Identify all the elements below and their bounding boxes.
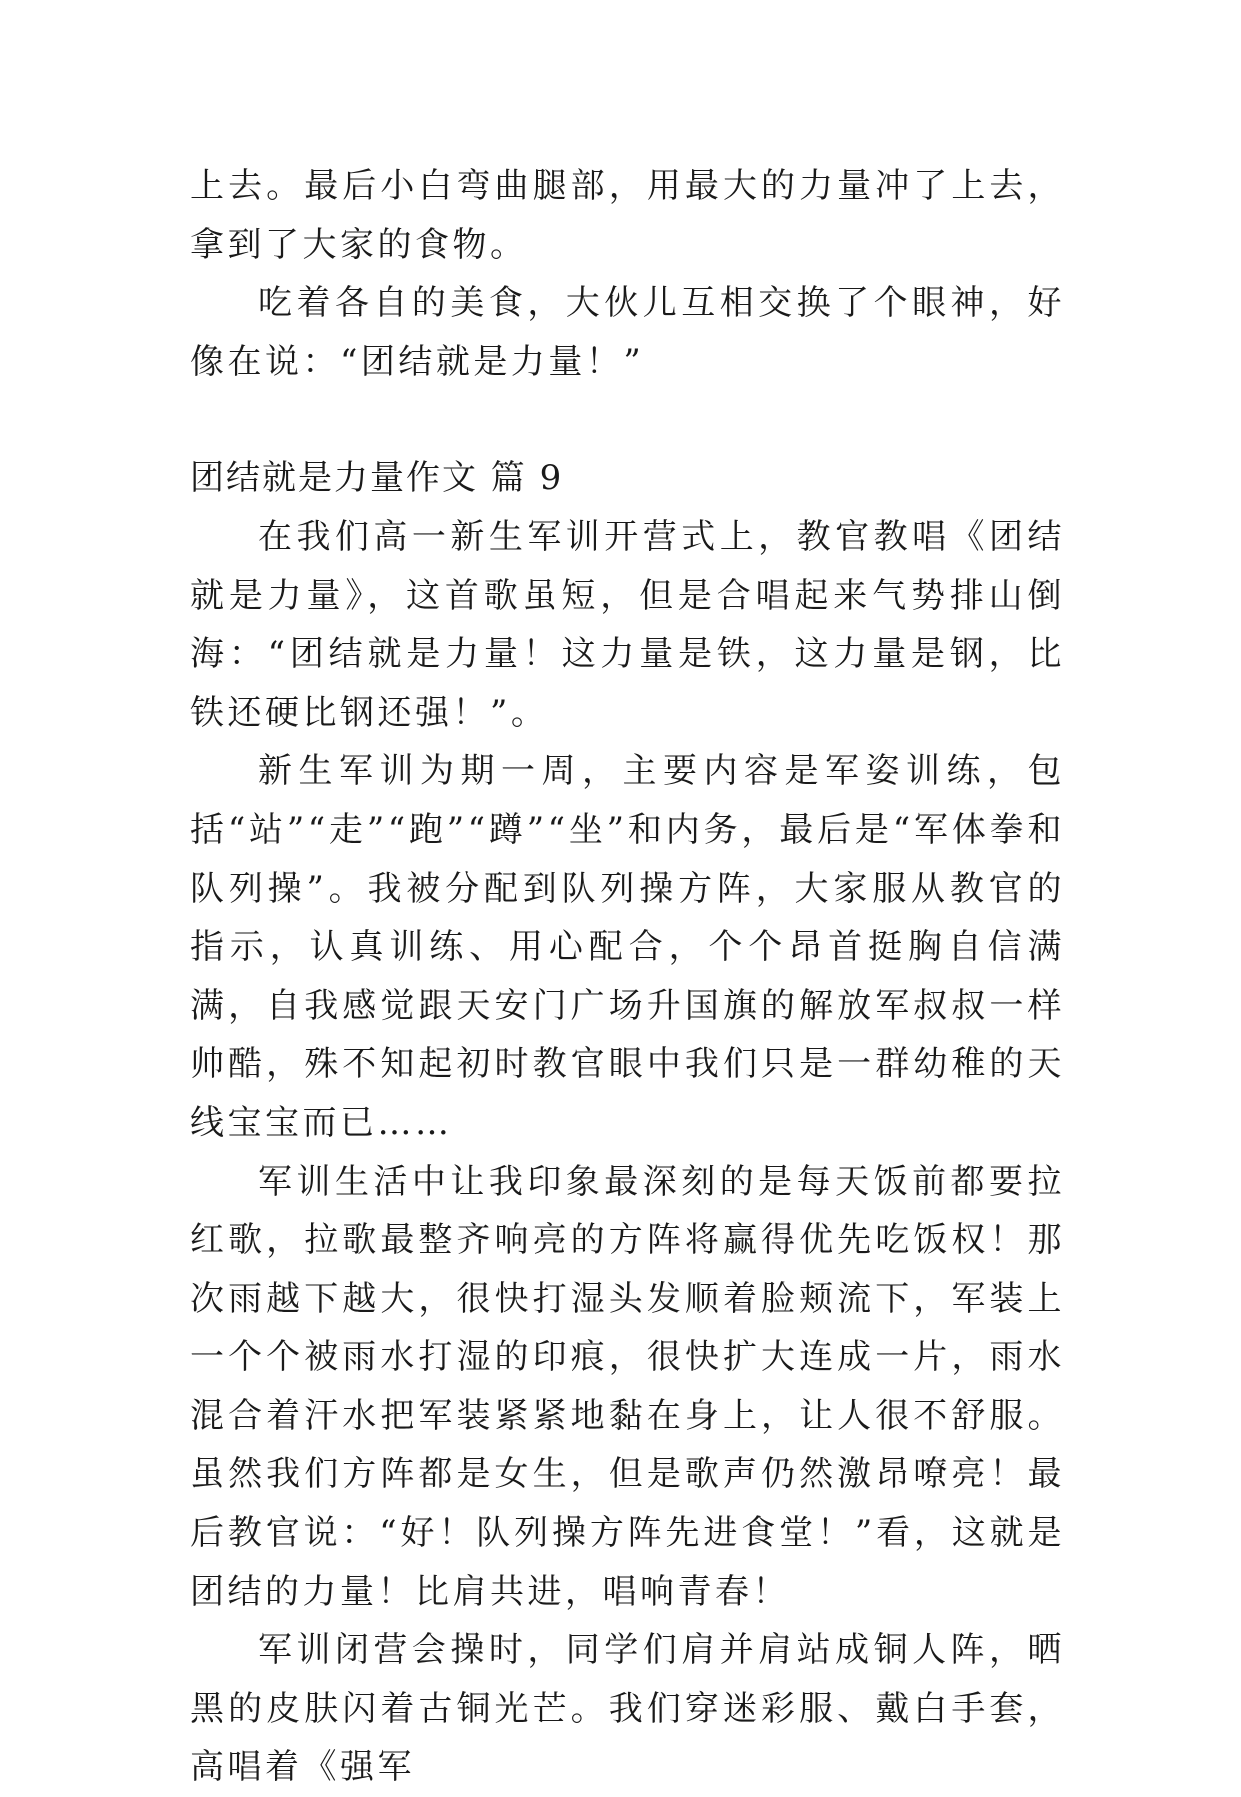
paragraph-training: 新生军训为期一周，主要内容是军姿训练，包括“站”“走”“跑”“蹲”“坐”和内务，最后是“军体拳和队列操”。我被分配到队列操方阵，大家服从教官的指示，认真训练、用心配合，个个昂首挺胸自信满满，自我感觉跟天安门广场升国旗的解放军叔叔一样帅酷，殊不知起初时教官眼中我们只是一群幼稚的天线宝宝而已…… — [190, 751, 1065, 1143]
paragraph-opening: 在我们高一新生军训开营式上，教官教唱《团结就是力量》，这首歌虽短，但是合唱起来气势排山倒海：“团结就是力量！这力量是铁，这力量是钢，比铁还硬比钢还强！”。 — [190, 516, 1065, 733]
paragraph-singing: 军训生活中让我印象最深刻的是每天饭前都要拉红歌，拉歌最整齐响亮的方阵将赢得优先吃饭权！那次雨越下越大，很快打湿头发顺着脸颊流下，军装上一个个被雨水打湿的印痕，很快扩大连成一片，雨水混合着汗水把军装紧紧地黏在身上，让人很不舒服。虽然我们方阵都是女生，但是歌声仍然激昂嘹亮！最后教官说：“好！队列操方阵先进食堂！”看，这就是团结的力量！比肩共进，唱响青春！ — [190, 1161, 1065, 1612]
paragraph-closing: 军训闭营会操时，同学们肩并肩站成铜人阵，晒黑的皮肤闪着古铜光芒。我们穿迷彩服、戴白手套，高唱着《强军 — [190, 1630, 1065, 1788]
section-heading: 团结就是力量作文 篇 9 — [190, 458, 564, 499]
section-gap — [190, 391, 1065, 449]
paragraph-continuation: 上去。最后小白弯曲腿部，用最大的力量冲了上去，拿到了大家的食物。 — [190, 166, 1065, 265]
document-body — [190, 157, 1065, 1797]
paragraph-conclusion: 吃着各自的美食，大伙儿互相交换了个眼神，好像在说：“团结就是力量！” — [190, 283, 1065, 382]
